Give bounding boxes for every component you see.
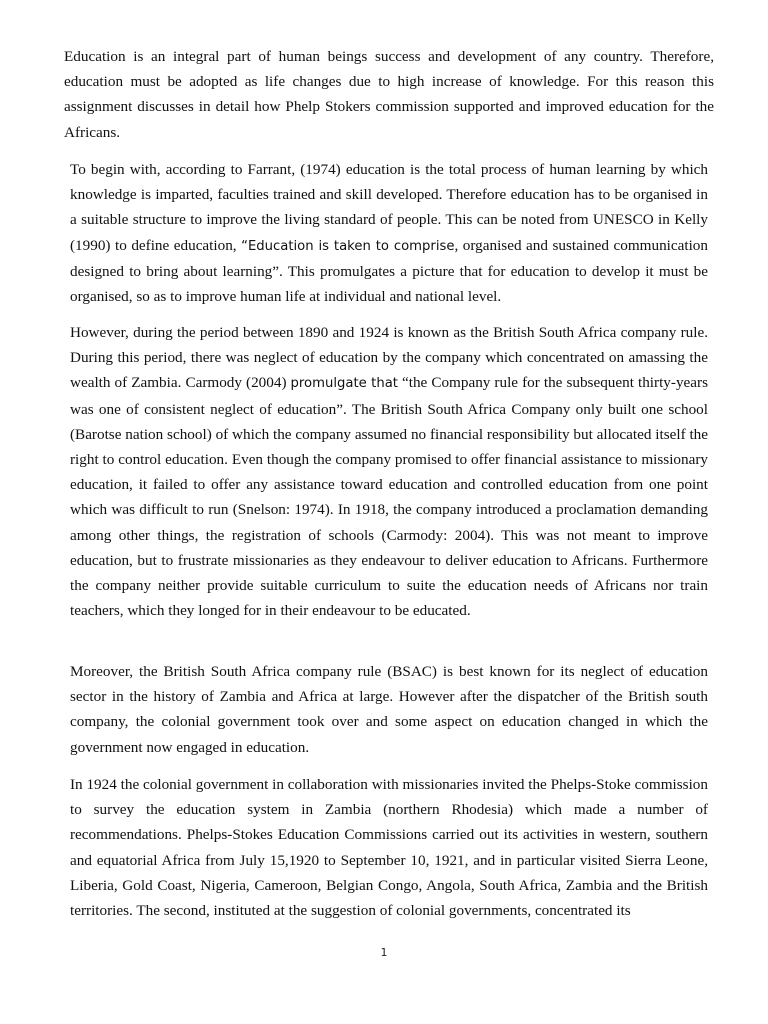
promulgate-phrase: promulgate that: [290, 376, 398, 392]
paragraph-bsac-rule: [70, 320, 708, 623]
quoted-definition: “Education is taken to comprise: [241, 238, 455, 254]
paragraph-definition-lead: To begin with, according to Farrant, (1974) education is the total process of human learning by which knowledge is imparted, faculties trained and skill developed. Therefore education has to be organised in a suitable structure to improve the living standard of people. This can be noted from UNESCO in Kelly (1990) to define education,: [70, 161, 708, 254]
paragraph-definition-tail: , organised and sustained communication designed to bring about learning”. This promulgates a picture that for education to develop it must be organised, so as to improve human life at individual and national level.: [70, 236, 708, 306]
paragraph-bsac-rule-tail: “the Company rule for the subsequent thirty-years was one of consistent neglect of education”. The British South Africa Company only built one school (Barotse nation school) of which the company assumed no financial responsibility but allocated itself the right to control education. Even though the company promised to offer financial assistance to missionary education, it failed to offer any assistance toward education and controlled education from one point which was difficult to run (Snelson: 1974). In 1918, the company introduced a proclamation demanding among other things, the registration of schools (Carmody: 2004). This was not meant to improve education, but to frustrate missionaries as they endeavour to deliver education to Africans. Furthermore the company neither provide suitable curriculum to suite the education needs of Africans nor train teachers, which they longed for in their endeavour to be educated.: [70, 374, 708, 620]
paragraph-definition: [70, 157, 708, 309]
paragraph-phelps-stokes: In 1924 the colonial government in collaboration with missionaries invited the Phelps-Stoke commission to survey the education system in Zambia (northern Rhodesia) which made a number of recommendations. Phelps-Stokes Education Commissions carried out its activities in western, southern and equatorial Africa from July 15,1920 to September 10, 1921, and in particular visited Sierra Leone, Liberia, Gold Coast, Nigeria, Cameroon, Belgian Congo, Angola, South Africa, Zambia and the British territories. The second, instituted at the suggestion of colonial governments, concentrated its: [70, 776, 708, 920]
page-number: 1: [380, 946, 388, 959]
paragraph-bsac-rule-lead: However, during the period between 1890 and 1924 is known as the British South Africa company rule. During this period, there was neglect of education by the company which concentrated on amassing the wealth of Zambia. Carmody (2004): [70, 324, 708, 392]
paragraph-bsac-neglect: Moreover, the British South Africa company rule (BSAC) is best known for its neglect of education sector in the history of Zambia and Africa at large. However after the dispatcher of the British south company, the colonial government took over and some aspect on education changed in which the government now engaged in education.: [70, 663, 708, 756]
paragraph-introduction: Education is an integral part of human beings success and development of any country. Therefore, education must be adopted as life changes due to high increase of knowledge. For this reason this assignment discusses in detail how Phelp Stokers commission supported and improved education for the Africans.: [64, 48, 714, 141]
